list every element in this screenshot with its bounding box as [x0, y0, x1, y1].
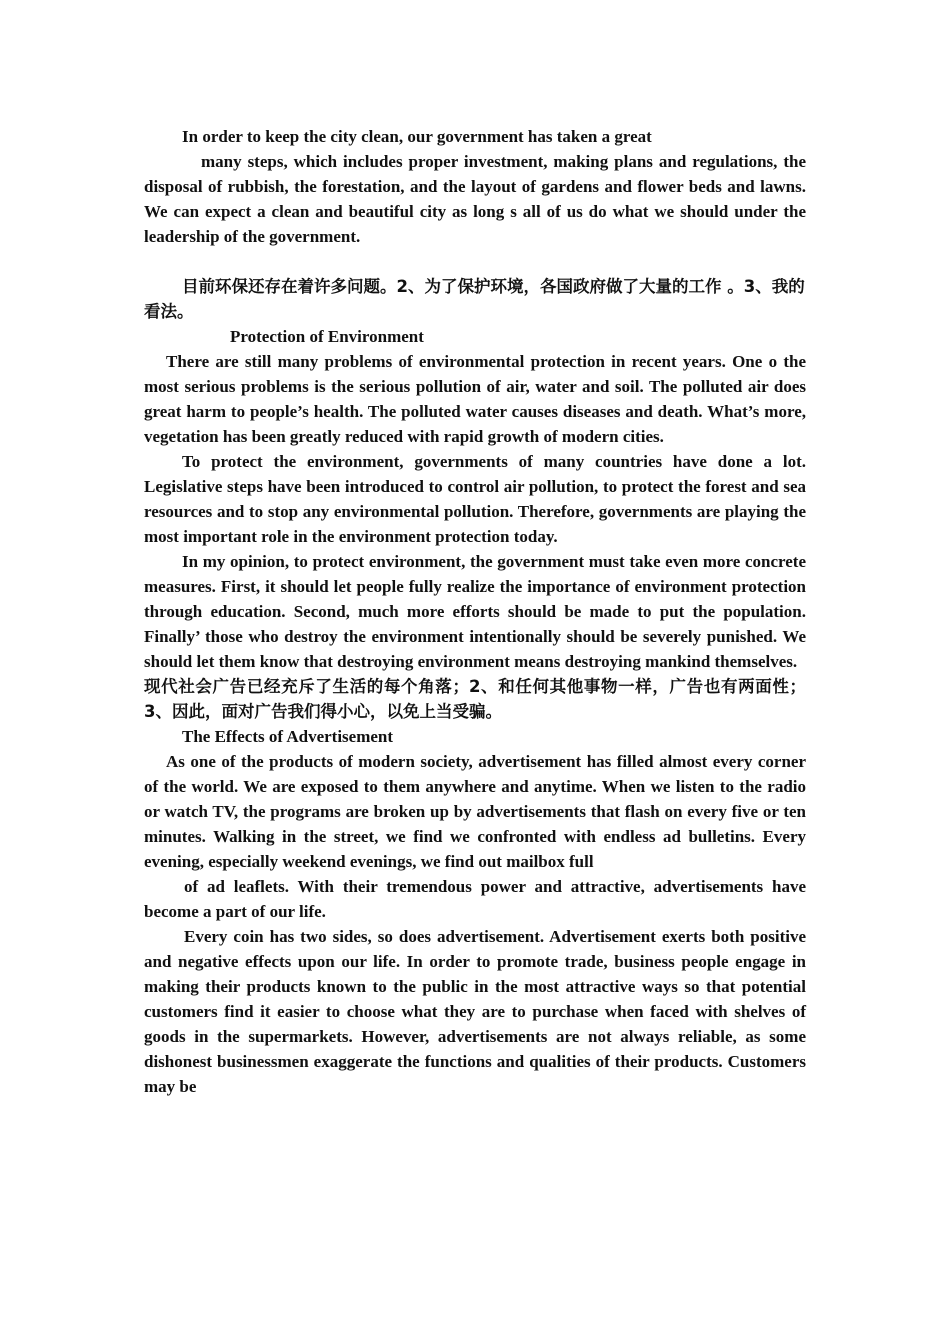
- chinese-outline-environment: 目前环保还存在着许多问题。2、为了保护环境，各国政府做了大量的工作 。3、我的看法。: [144, 277, 805, 321]
- paragraph-intro: many steps, which includes proper investment, making plans and regulations, the disposal of rubbish, the forestation, and the layout of gardens and flower beds and lawns. We can expect a clean and beautiful city as long s all of us do what we should under the leadership of the government.: [144, 152, 806, 246]
- paragraph-advertisement-continuation: of ad leaflets. With their tremendous power and attractive, advertisements have become a part of our life.: [144, 877, 806, 921]
- document-body: [144, 124, 806, 1099]
- paragraph-environment-government: To protect the environment, governments of many countries have done a lot. Legislative steps have been introduced to control air pollution, to protect the forest and sea resources and to stop any environmental pollution. Therefore, governments are playing the most important role in the environment protection today.: [144, 452, 806, 546]
- paragraph-gap: [144, 249, 806, 274]
- essay-title-environment: Protection of Environment: [230, 327, 424, 346]
- essay-title-advertisement: The Effects of Advertisement: [182, 727, 394, 746]
- paragraph-intro-first-line: In order to keep the city clean, our government has taken a great: [182, 127, 652, 146]
- paragraph-advertisement-effects: Every coin has two sides, so does advertisement. Advertisement exerts both positive and negative effects upon our life. In order to promote trade, business people engage in making their products known to the public in the most attractive ways so that potential customers find it easier to choose what they are to purchase when faced with shelves of goods in the supermarkets. However, advertisements are not always reliable, as some dishonest businessmen exaggerate the functions and qualities of their products. Customers may be: [144, 927, 806, 1096]
- paragraph-environment-problems: There are still many problems of environmental protection in recent years. One o the most serious problems is the serious pollution of air, water and soil. The polluted air does great harm to people’s health. The polluted water causes diseases and death. What’s more, vegetation has been greatly reduced with rapid growth of modern cities.: [144, 352, 806, 446]
- paragraph-environment-opinion: In my opinion, to protect environment, the government must take even more concrete measures. First, it should let people fully realize the importance of environment protection through education. Second, much more efforts should be made to put the population. Finally’ those who destroy the environment intentionally should be severely punished. We should let them know that destroying environment means destroying mankind themselves.: [144, 552, 806, 671]
- paragraph-advertisement-ubiquity: As one of the products of modern society, advertisement has filled almost every corner of the world. We are exposed to them anywhere and anytime. When we listen to the radio or watch TV, the programs are broken up by advertisements that flash on every five or ten minutes. Walking in the street, we find we confronted with endless ad bulletins. Every evening, especially weekend evenings, we find out mailbox full: [144, 752, 806, 871]
- chinese-outline-advertisement: 现代社会广告已经充斥了生活的每个角落；2、和任何其他事物一样，广告也有两面性；3、因此，面对广告我们得小心，以免上当受骗。: [144, 677, 806, 721]
